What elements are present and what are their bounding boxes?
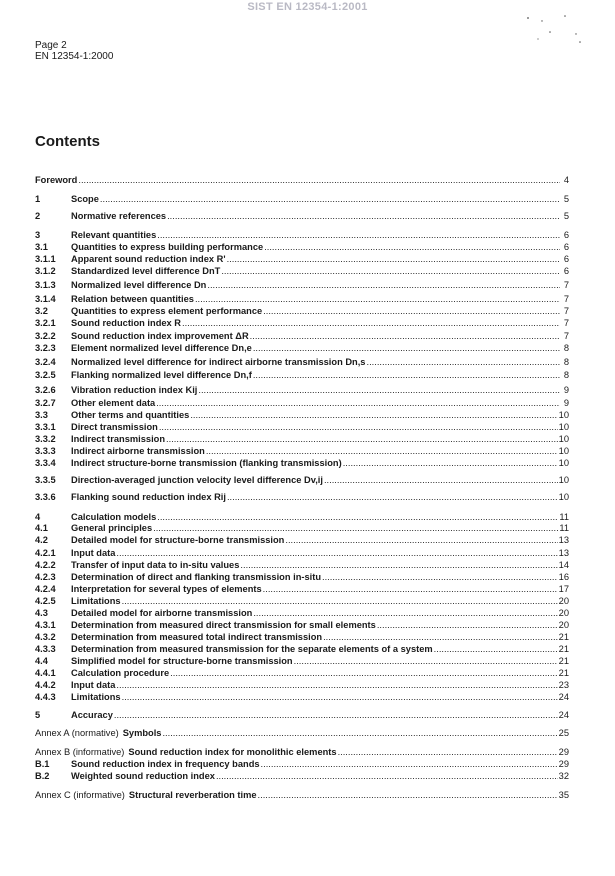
toc-entry-number: 4.3 xyxy=(35,608,48,618)
toc-entry[interactable] xyxy=(35,253,569,265)
toc-entry-page: 11 xyxy=(559,523,569,533)
toc-entry-page: 8 xyxy=(563,343,569,353)
toc-leader-dots xyxy=(100,194,560,205)
toc-entry-number: 4.2.2 xyxy=(35,560,56,570)
toc-entry[interactable] xyxy=(35,522,569,534)
toc-entry-number: 3.2.4 xyxy=(35,357,56,367)
toc-entry-title: Detailed model for structure-borne transmission xyxy=(71,535,285,545)
toc-entry[interactable] xyxy=(35,397,569,409)
toc-entry-page: 20 xyxy=(558,620,569,630)
toc-entry[interactable] xyxy=(35,571,569,583)
toc-entry[interactable] xyxy=(35,229,569,241)
toc-entry-page: 5 xyxy=(563,211,569,221)
toc-leader-dots xyxy=(167,211,560,222)
toc-entry-page: 4 xyxy=(563,175,569,185)
toc-entry[interactable] xyxy=(35,474,569,486)
toc-entry-title: Input data xyxy=(71,548,116,558)
toc-entry-page: 10 xyxy=(558,458,569,468)
toc-leader-dots xyxy=(253,343,560,354)
toc-entry-number: 3.2.5 xyxy=(35,370,56,380)
toc-entry-page: 21 xyxy=(558,644,569,654)
toc-entry-title: Interpretation for several types of elements xyxy=(71,584,262,594)
toc-entry-title: Weighted sound reduction index xyxy=(71,771,215,781)
toc-entry[interactable] xyxy=(35,583,569,595)
toc-leader-dots xyxy=(434,644,558,655)
toc-entry-page: 7 xyxy=(563,306,569,316)
toc-entry[interactable] xyxy=(35,174,569,186)
toc-entry-number: 3.2.3 xyxy=(35,343,56,353)
toc-entry-title: Input data xyxy=(71,680,116,690)
toc-entry-page: 29 xyxy=(558,747,569,757)
toc-entry-number: 3.2 xyxy=(35,306,48,316)
toc-entry-title: Normalized level difference for indirect airborne transmission Dn,s xyxy=(71,357,366,367)
toc-entry[interactable] xyxy=(35,317,569,329)
toc-leader-dots xyxy=(78,175,560,186)
toc-leader-dots xyxy=(261,759,558,770)
toc-leader-dots xyxy=(162,728,557,739)
toc-entry-number: 5 xyxy=(35,710,41,720)
toc-entry-number: 3.2.7 xyxy=(35,398,56,408)
toc-entry-title: Structural reverberation time xyxy=(128,790,257,800)
toc-leader-dots xyxy=(366,357,560,368)
toc-entry[interactable] xyxy=(35,279,569,291)
toc-entry[interactable] xyxy=(35,691,569,703)
toc-leader-dots xyxy=(116,548,557,559)
toc-entry[interactable] xyxy=(35,619,569,631)
toc-entry-title: Simplified model for structure-borne transmission xyxy=(71,656,293,666)
toc-entry[interactable] xyxy=(35,607,569,619)
toc-entry-number: 3.1.3 xyxy=(35,280,56,290)
toc-entry[interactable] xyxy=(35,758,569,770)
toc-entry-title: Quantities to express building performance xyxy=(71,242,264,252)
toc-entry-page: 20 xyxy=(558,608,569,618)
toc-entry-number: 4.2.5 xyxy=(35,596,56,606)
toc-entry-page: 10 xyxy=(558,492,569,502)
toc-entry-title: Determination from measured direct transmission for small elements xyxy=(71,620,376,630)
toc-leader-dots xyxy=(227,254,560,265)
toc-entry-number: 4.2 xyxy=(35,535,48,545)
toc-entry[interactable] xyxy=(35,491,569,503)
toc-entry-number: 3.1.1 xyxy=(35,254,56,264)
toc-leader-dots xyxy=(240,560,557,571)
toc-entry[interactable] xyxy=(35,746,569,758)
toc-entry-page: 35 xyxy=(558,790,569,800)
toc-entry-page: 21 xyxy=(558,668,569,678)
toc-entry-number: 4.2.3 xyxy=(35,572,56,582)
toc-entry-title: Indirect airborne transmission xyxy=(71,446,205,456)
toc-entry[interactable] xyxy=(35,709,569,721)
toc-entry-page: 7 xyxy=(563,318,569,328)
toc-entry-number: 4.3.2 xyxy=(35,632,56,642)
toc-entry[interactable] xyxy=(35,547,569,559)
toc-entry-page: 24 xyxy=(558,710,569,720)
scan-specks xyxy=(520,12,590,52)
toc-leader-dots xyxy=(216,771,558,782)
toc-entry-number: 3.3.3 xyxy=(35,446,56,456)
toc-leader-dots xyxy=(198,385,560,396)
toc-entry[interactable] xyxy=(35,305,569,317)
toc-entry[interactable] xyxy=(35,342,569,354)
toc-entry-page: 10 xyxy=(558,475,569,485)
toc-leader-dots xyxy=(170,668,558,679)
toc-leader-dots xyxy=(153,523,558,534)
toc-entry-title: Foreword xyxy=(35,175,78,185)
toc-leader-dots xyxy=(250,331,560,342)
toc-leader-dots xyxy=(190,410,557,421)
toc-entry-number: 4.2.4 xyxy=(35,584,56,594)
toc-entry[interactable] xyxy=(35,330,569,342)
toc-entry-page: 9 xyxy=(563,398,569,408)
toc-entry-title: Flanking sound reduction index Rij xyxy=(71,492,226,502)
toc-entry-number: 2 xyxy=(35,211,41,221)
toc-entry-title: Sound reduction index R xyxy=(71,318,182,328)
toc-entry-title: Sound reduction index for monolithic elements xyxy=(128,747,337,757)
toc-leader-dots xyxy=(263,306,560,317)
toc-entry-title: Other element data xyxy=(71,398,156,408)
toc-leader-dots xyxy=(114,710,558,721)
toc-entry-number: B.1 xyxy=(35,759,50,769)
toc-entry-page: 11 xyxy=(559,512,569,522)
toc-entry-annex-label: Annex C (informative) xyxy=(35,790,125,800)
watermark: SIST EN 12354-1:2001 xyxy=(247,1,368,13)
toc-entry-number: 3.3.1 xyxy=(35,422,56,432)
toc-entry[interactable] xyxy=(35,655,569,667)
toc-entry[interactable] xyxy=(35,457,569,469)
toc-entry-page: 7 xyxy=(563,331,569,341)
toc-entry-page: 13 xyxy=(558,548,569,558)
toc-leader-dots xyxy=(294,656,558,667)
toc-entry-title: Quantities to express element performance xyxy=(71,306,263,316)
toc-entry-annex-label: Annex A (normative) xyxy=(35,728,119,738)
toc-entry-title: Standardized level difference DnT xyxy=(71,266,221,276)
toc-entry[interactable] xyxy=(35,727,569,739)
toc-entry-page: 25 xyxy=(558,728,569,738)
toc-entry-number: 4.3.1 xyxy=(35,620,56,630)
toc-entry-page: 21 xyxy=(558,632,569,642)
toc-entry-title: Limitations xyxy=(71,596,121,606)
toc-entry-page: 16 xyxy=(558,572,569,582)
toc-entry[interactable] xyxy=(35,265,569,277)
toc-entry-number: 3.3.5 xyxy=(35,475,56,485)
page-header xyxy=(35,40,113,62)
toc-entry[interactable] xyxy=(35,293,569,305)
toc-leader-dots xyxy=(263,584,558,595)
toc-entry-page: 10 xyxy=(558,422,569,432)
toc-leader-dots xyxy=(166,434,558,445)
toc-entry-page: 24 xyxy=(558,692,569,702)
toc-entry[interactable] xyxy=(35,210,569,222)
toc-leader-dots xyxy=(377,620,558,631)
toc-leader-dots xyxy=(157,230,560,241)
toc-entry-page: 10 xyxy=(558,410,569,420)
toc-entry-page: 7 xyxy=(563,294,569,304)
toc-leader-dots xyxy=(258,790,558,801)
toc-leader-dots xyxy=(343,458,558,469)
toc-entry-title: Vibration reduction index Kij xyxy=(71,385,198,395)
toc-entry-page: 21 xyxy=(558,656,569,666)
toc-entry-title: Sound reduction index improvement ΔR xyxy=(71,331,249,341)
toc-entry-page: 20 xyxy=(558,596,569,606)
toc-entry-page: 14 xyxy=(558,560,569,570)
toc-entry-number: 3.2.6 xyxy=(35,385,56,395)
toc-entry-number: 3.2.2 xyxy=(35,331,56,341)
toc-entry-number: 4.4.3 xyxy=(35,692,56,702)
toc-leader-dots xyxy=(338,747,558,758)
toc-entry-page: 32 xyxy=(558,771,569,781)
toc-entry-number: 4.4.1 xyxy=(35,668,56,678)
toc-entry-title: Determination of direct and flanking transmission in-situ xyxy=(71,572,322,582)
toc-entry-page: 7 xyxy=(563,280,569,290)
toc-entry-number: 4.3.3 xyxy=(35,644,56,654)
toc-entry-number: 3.3.4 xyxy=(35,458,56,468)
toc-entry-page: 13 xyxy=(558,535,569,545)
toc-entry-number: 3.1.2 xyxy=(35,266,56,276)
toc-leader-dots xyxy=(122,692,558,703)
toc-entry-page: 23 xyxy=(558,680,569,690)
toc-leader-dots xyxy=(253,608,557,619)
toc-entry[interactable] xyxy=(35,369,569,381)
toc-entry[interactable] xyxy=(35,384,569,396)
toc-entry-title: General principles xyxy=(71,523,153,533)
toc-leader-dots xyxy=(182,318,560,329)
toc-entry-page: 10 xyxy=(558,434,569,444)
toc-entry-title: Flanking normalized level difference Dn,f xyxy=(71,370,252,380)
toc-leader-dots xyxy=(264,242,560,253)
toc-entry[interactable] xyxy=(35,595,569,607)
toc-entry-number: 3.3.2 xyxy=(35,434,56,444)
toc-entry-page: 9 xyxy=(563,385,569,395)
toc-entry-number: 4.4.2 xyxy=(35,680,56,690)
toc-entry-page: 6 xyxy=(563,230,569,240)
toc-entry-title: Direction-averaged junction velocity level difference Dv,ij xyxy=(71,475,323,485)
toc-entry-annex-label: Annex B (informative) xyxy=(35,747,125,757)
toc-leader-dots xyxy=(116,680,557,691)
toc-entry-page: 6 xyxy=(563,254,569,264)
toc-leader-dots xyxy=(253,370,560,381)
toc-entry-title: Transfer of input data to in-situ values xyxy=(71,560,240,570)
toc-entry[interactable] xyxy=(35,356,569,368)
toc-entry-number: 3.1.4 xyxy=(35,294,56,304)
toc-entry-title: Calculation procedure xyxy=(71,668,170,678)
toc-leader-dots xyxy=(324,475,558,486)
toc-entry-title: Limitations xyxy=(71,692,121,702)
toc-leader-dots xyxy=(323,632,558,643)
toc-entry[interactable] xyxy=(35,559,569,571)
toc-entry[interactable] xyxy=(35,789,569,801)
toc-entry-number: 3.3 xyxy=(35,410,48,420)
toc-entry-title: Normative references xyxy=(71,211,167,221)
toc-entry-title: Scope xyxy=(71,194,99,204)
contents-title: Contents xyxy=(35,133,100,150)
toc-entry[interactable] xyxy=(35,770,569,782)
toc-entry[interactable] xyxy=(35,679,569,691)
toc-entry-title: Determination from measured total indirect transmission xyxy=(71,632,323,642)
toc-entry[interactable] xyxy=(35,409,569,421)
toc-entry-page: 6 xyxy=(563,242,569,252)
toc-entry-number: 3.3.6 xyxy=(35,492,56,502)
toc-entry[interactable] xyxy=(35,667,569,679)
toc-entry-title: Element normalized level difference Dn,e xyxy=(71,343,252,353)
toc-entry-title: Calculation models xyxy=(71,512,157,522)
toc-entry-title: Detailed model for airborne transmission xyxy=(71,608,253,618)
toc-entry-number: 3 xyxy=(35,230,41,240)
toc-entry-number: 3.1 xyxy=(35,242,48,252)
toc-entry[interactable] xyxy=(35,241,569,253)
toc-leader-dots xyxy=(122,596,558,607)
toc-entry[interactable] xyxy=(35,433,569,445)
toc-entry-title: Symbols xyxy=(122,728,162,738)
toc-entry-number: 4.1 xyxy=(35,523,48,533)
toc-entry-number: 4.2.1 xyxy=(35,548,56,558)
toc-entry-page: 10 xyxy=(558,446,569,456)
toc-entry-page: 6 xyxy=(563,266,569,276)
standard-id: EN 12354-1:2000 xyxy=(35,51,114,62)
toc-entry-page: 8 xyxy=(563,357,569,367)
toc-leader-dots xyxy=(156,398,560,409)
toc-entry[interactable] xyxy=(35,643,569,655)
toc-entry-title: Indirect transmission xyxy=(71,434,166,444)
toc-entry-title: Other terms and quantities xyxy=(71,410,190,420)
toc-entry-number: 4.4 xyxy=(35,656,48,666)
toc-entry-page: 5 xyxy=(563,194,569,204)
toc-leader-dots xyxy=(285,535,557,546)
toc-entry-number: 1 xyxy=(35,194,41,204)
toc-entry-title: Determination from measured transmission for the separate elements of a system xyxy=(71,644,433,654)
toc-entry-title: Accuracy xyxy=(71,710,113,720)
toc-leader-dots xyxy=(207,280,560,291)
toc-entry[interactable] xyxy=(35,445,569,457)
toc-leader-dots xyxy=(206,446,558,457)
toc-leader-dots xyxy=(227,492,558,503)
toc-entry-title: Relevant quantities xyxy=(71,230,157,240)
page-number: Page 2 xyxy=(35,40,67,51)
toc-entry-page: 17 xyxy=(558,584,569,594)
toc-entry-number: 3.2.1 xyxy=(35,318,56,328)
toc-entry[interactable] xyxy=(35,534,569,546)
toc-entry-title: Sound reduction index in frequency bands xyxy=(71,759,260,769)
toc-entry-title: Direct transmission xyxy=(71,422,158,432)
toc-entry[interactable] xyxy=(35,421,569,433)
toc-leader-dots xyxy=(221,266,560,277)
toc-entry-title: Relation between quantities xyxy=(71,294,194,304)
toc-entry-title: Apparent sound reduction index R' xyxy=(71,254,226,264)
toc-entry-page: 29 xyxy=(558,759,569,769)
toc-entry-number: B.2 xyxy=(35,771,50,781)
toc-entry[interactable] xyxy=(35,631,569,643)
toc-entry-title: Indirect structure-borne transmission (flanking transmission) xyxy=(71,458,342,468)
toc-entry[interactable] xyxy=(35,193,569,205)
toc-entry-page: 8 xyxy=(563,370,569,380)
toc-leader-dots xyxy=(159,422,558,433)
toc-entry-number: 4 xyxy=(35,512,41,522)
toc-entry-title: Normalized level difference Dn xyxy=(71,280,207,290)
toc-leader-dots xyxy=(195,294,560,305)
toc-leader-dots xyxy=(322,572,558,583)
